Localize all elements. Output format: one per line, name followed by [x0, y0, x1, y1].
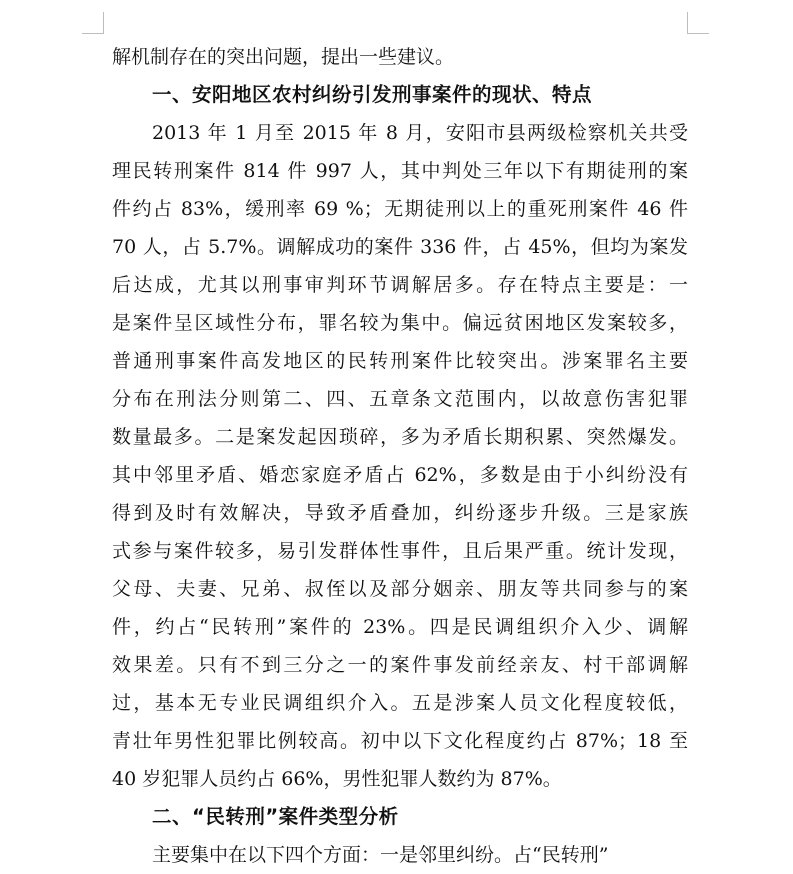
paragraph-line: 式参与案件较多，易引发群体性事件，且后果严重。统计发现， — [112, 540, 688, 562]
paragraph-line: 后达成，尤其以刑事审判环节调解居多。存在特点主要是：一 — [112, 274, 688, 296]
paragraph-line: 普通刑事案件高发地区的民转刑案件比较突出。涉案罪名主要 — [112, 350, 688, 372]
paragraph-line: 分布在刑法分则第二、四、五章条文范围内，以故意伤害犯罪 — [112, 388, 688, 410]
paragraph-line: 数量最多。二是案发起因琐碎，多为矛盾长期积累、突然爆发。 — [112, 426, 688, 448]
paragraph-line: 过，基本无专业民调组织介入。五是涉案人员文化程度较低， — [112, 692, 688, 714]
paragraph-line: 主要集中在以下四个方面：一是邻里纠纷。占“民转刑” — [152, 844, 609, 866]
paragraph-line: 效果差。只有不到三分之一的案件事发前经亲友、村干部调解 — [112, 654, 688, 676]
section-heading-1: 一、安阳地区农村纠纷引发刑事案件的现状、特点 — [152, 83, 593, 106]
paragraph-line: 其中邻里矛盾、婚恋家庭矛盾占 62%，多数是由于小纠纷没有 — [112, 464, 688, 486]
paragraph-line: 件，约占“民转刑”案件的 23%。四是民调组织介入少、调解 — [112, 616, 688, 638]
paragraph-line: 解机制存在的突出问题，提出一些建议。 — [112, 46, 455, 68]
crop-mark-top-left-horizontal — [82, 33, 104, 34]
document-body — [112, 38, 688, 874]
paragraph-line: 40 岁犯罪人员约占 66%，男性犯罪人数约为 87%。 — [112, 768, 562, 790]
section-heading-2: 二、“民转刑”案件类型分析 — [152, 805, 399, 828]
crop-mark-top-left-vertical — [103, 12, 104, 34]
paragraph-line: 理民转刑案件 814 件 997 人，其中判处三年以下有期徒刑的案 — [112, 160, 688, 182]
paragraph-line: 件约占 83%，缓刑率 69 %；无期徒刑以上的重死刑案件 46 件 — [112, 198, 688, 220]
paragraph-line: 70 人，占 5.7%。调解成功的案件 336 件，占 45%，但均为案发 — [112, 236, 688, 258]
paragraph-line: 2013 年 1 月至 2015 年 8 月，安阳市县两级检察机关共受 — [152, 122, 688, 144]
paragraph-line: 青壮年男性犯罪比例较高。初中以下文化程度约占 87%；18 至 — [112, 730, 688, 752]
crop-mark-top-right-horizontal — [687, 33, 709, 34]
paragraph-line: 是案件呈区域性分布，罪名较为集中。偏远贫困地区发案较多， — [112, 312, 688, 334]
paragraph-line: 得到及时有效解决，导致矛盾叠加，纠纷逐步升级。三是家族 — [112, 502, 688, 524]
crop-mark-top-right-vertical — [687, 12, 688, 34]
paragraph-line: 父母、夫妻、兄弟、叔侄以及部分姻亲、朋友等共同参与的案 — [112, 578, 688, 600]
